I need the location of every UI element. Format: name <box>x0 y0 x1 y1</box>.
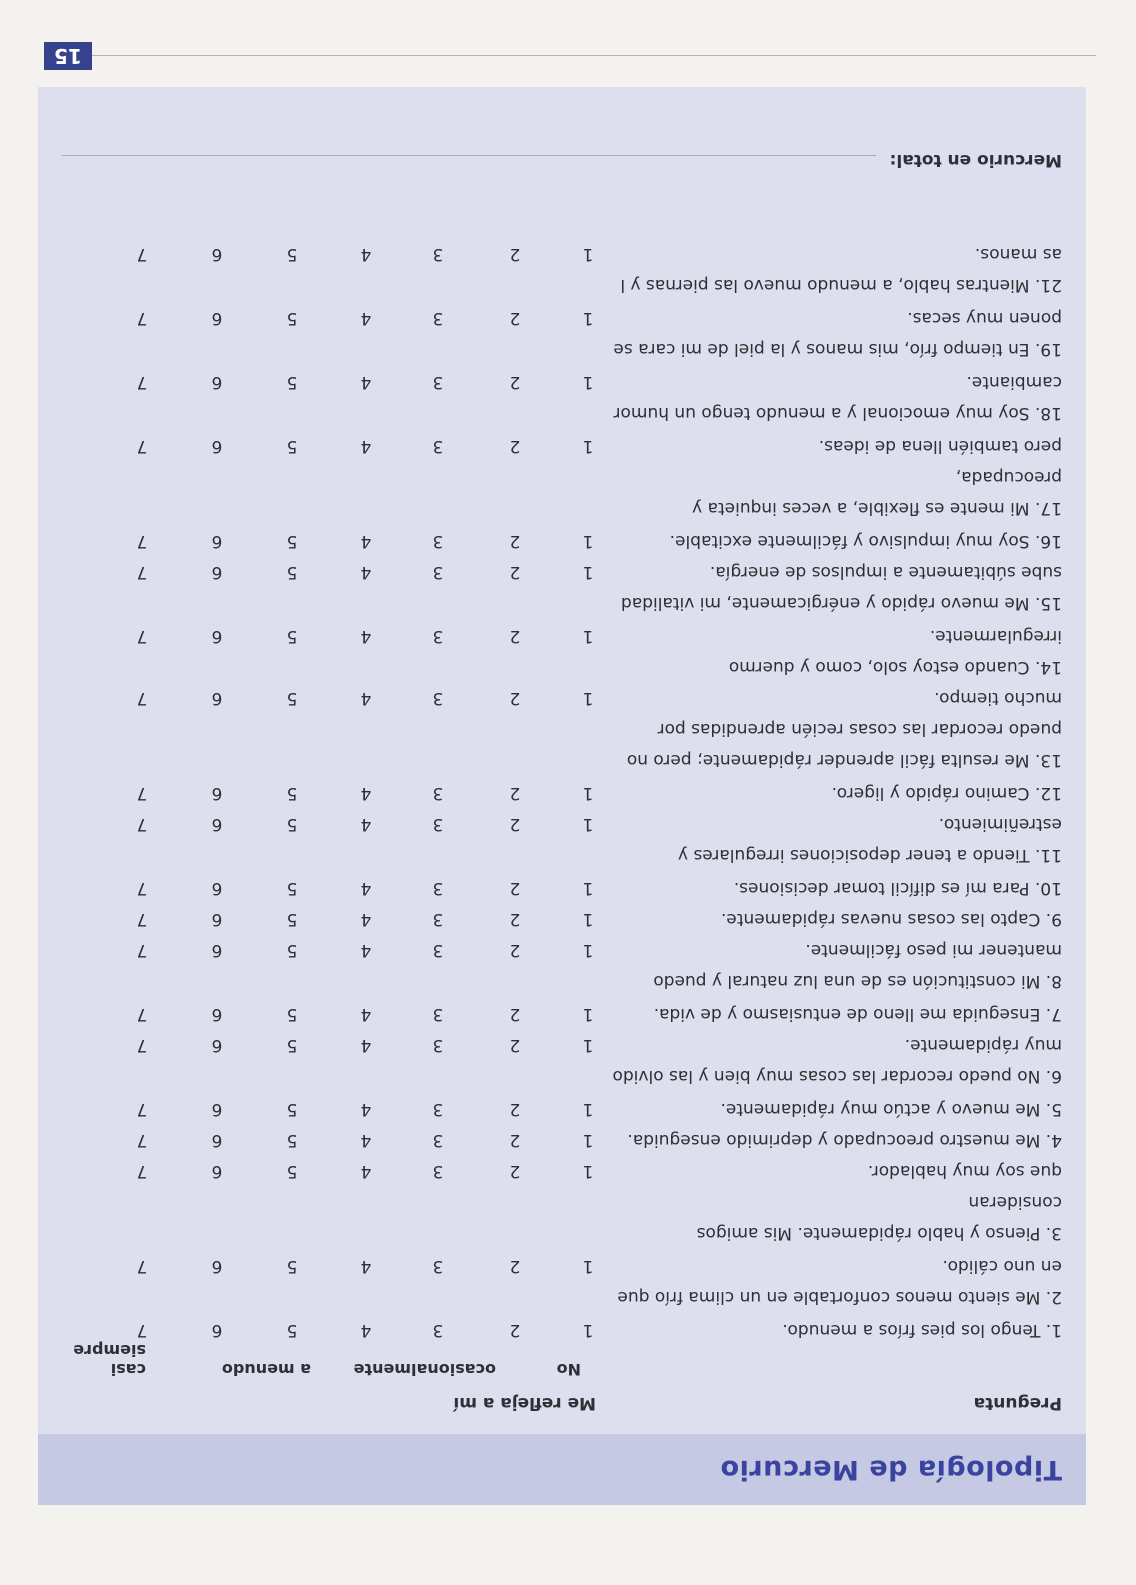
question-line: 2. Me siento menos confortable en un clima frío que <box>617 1287 1062 1307</box>
question-line: 16. Soy muy impulsivo y fácilmente excitable. <box>669 531 1062 551</box>
rating-option-6[interactable]: 6 <box>211 1161 223 1181</box>
total-label: Mercurio en total: <box>889 150 1062 170</box>
rating-option-1[interactable]: 1 <box>582 940 594 960</box>
rating-option-5[interactable]: 5 <box>286 244 298 264</box>
rating-option-6[interactable]: 6 <box>211 626 223 646</box>
rating-option-6[interactable]: 6 <box>211 909 223 929</box>
rating-scale <box>38 1029 598 1060</box>
question-line: 17. Mi mente es flexible, a veces inquieta y preocupada, <box>692 467 1062 518</box>
question-line: 10. Para mí es difícil tomar decisiones. <box>733 878 1062 898</box>
question-text <box>612 238 1062 300</box>
rating-option-3[interactable]: 3 <box>432 1004 444 1024</box>
rating-scale <box>38 777 598 808</box>
question-text <box>612 872 1062 903</box>
rating-option-7[interactable]: 7 <box>136 1130 148 1150</box>
rating-option-7[interactable]: 7 <box>136 436 148 456</box>
rating-scale <box>38 302 598 333</box>
question-list <box>38 238 1086 1345</box>
question-text <box>612 934 1062 996</box>
rating-option-5[interactable]: 5 <box>286 814 298 834</box>
scale-label-almost-always: casi siempre <box>73 1341 146 1379</box>
rating-option-3[interactable]: 3 <box>432 940 444 960</box>
rating-scale <box>38 682 598 713</box>
rating-option-7[interactable]: 7 <box>136 308 148 328</box>
rating-scale <box>38 1314 598 1345</box>
rating-option-7[interactable]: 7 <box>136 1035 148 1055</box>
rating-scale <box>38 525 598 556</box>
rating-option-2[interactable]: 2 <box>509 1035 521 1055</box>
rating-option-2[interactable]: 2 <box>509 244 521 264</box>
rating-option-2[interactable]: 2 <box>509 436 521 456</box>
question-line: en uno cálido. <box>942 1256 1062 1276</box>
rating-option-4[interactable]: 4 <box>360 1161 372 1181</box>
rating-option-6[interactable]: 6 <box>211 1130 223 1150</box>
rating-option-7[interactable]: 7 <box>136 1320 148 1340</box>
rating-option-2[interactable]: 2 <box>509 878 521 898</box>
question-text <box>612 1029 1062 1091</box>
rating-option-1[interactable]: 1 <box>582 1161 594 1181</box>
rating-option-2[interactable]: 2 <box>509 1004 521 1024</box>
rating-option-3[interactable]: 3 <box>432 372 444 392</box>
page-title: Tipología de Mercurio <box>720 1454 1062 1485</box>
rating-option-1[interactable]: 1 <box>582 909 594 929</box>
questionnaire-panel <box>38 87 1086 1505</box>
rating-option-2[interactable]: 2 <box>509 562 521 582</box>
question-line: puedo recordar las cosas recién aprendidas por <box>657 719 1062 739</box>
question-row <box>38 238 1086 302</box>
question-text <box>612 430 1062 523</box>
question-line: 7. Enseguida me lleno de entusiasmo y de vida. <box>653 1004 1062 1024</box>
rating-option-3[interactable]: 3 <box>432 244 444 264</box>
question-text <box>612 1250 1062 1312</box>
question-line: muy rápidamente. <box>904 1035 1062 1055</box>
rating-option-5[interactable]: 5 <box>286 688 298 708</box>
rating-option-3[interactable]: 3 <box>432 1099 444 1119</box>
question-text <box>612 998 1062 1029</box>
question-text <box>612 903 1062 934</box>
rating-option-1[interactable]: 1 <box>582 436 594 456</box>
rating-scale <box>38 238 598 269</box>
rating-scale <box>38 556 598 587</box>
rating-option-2[interactable]: 2 <box>509 940 521 960</box>
rating-option-5[interactable]: 5 <box>286 372 298 392</box>
rating-option-2[interactable]: 2 <box>509 814 521 834</box>
question-row <box>38 934 1086 998</box>
question-row <box>38 1029 1086 1093</box>
title-band <box>38 1434 1086 1505</box>
question-row <box>38 808 1086 872</box>
rating-option-5[interactable]: 5 <box>286 562 298 582</box>
question-line: 4. Me muestro preocupado y deprimido enseguida. <box>627 1130 1062 1150</box>
total-row <box>62 150 1062 180</box>
rating-option-4[interactable]: 4 <box>360 940 372 960</box>
rating-option-5[interactable]: 5 <box>286 1161 298 1181</box>
rating-option-3[interactable]: 3 <box>432 308 444 328</box>
rating-option-2[interactable]: 2 <box>509 909 521 929</box>
question-line: cambiante. <box>966 372 1062 392</box>
rating-option-6[interactable]: 6 <box>211 1256 223 1276</box>
rating-option-7[interactable]: 7 <box>136 940 148 960</box>
question-line: 12. Camino rápido y ligero. <box>831 783 1062 803</box>
rating-option-7[interactable]: 7 <box>136 244 148 264</box>
rating-option-1[interactable]: 1 <box>582 626 594 646</box>
rating-option-6[interactable]: 6 <box>211 1035 223 1055</box>
rating-option-4[interactable]: 4 <box>360 562 372 582</box>
question-line: 1. Tengo los pies fríos a menudo. <box>782 1320 1062 1340</box>
question-line: estreñimiento. <box>938 814 1062 834</box>
rating-option-5[interactable]: 5 <box>286 1099 298 1119</box>
rating-scale <box>38 934 598 965</box>
question-line: 19. En tiempo frío, mis manos y la piel de mi cara se <box>613 339 1062 359</box>
rating-option-3[interactable]: 3 <box>432 909 444 929</box>
rating-option-7[interactable]: 7 <box>136 1004 148 1024</box>
question-line: 8. Mi constitución es de una luz natural y puedo <box>653 971 1062 991</box>
question-text <box>612 302 1062 364</box>
rating-option-4[interactable]: 4 <box>360 1035 372 1055</box>
question-row <box>38 777 1086 808</box>
rating-option-7[interactable]: 7 <box>136 814 148 834</box>
question-row <box>38 903 1086 934</box>
rating-option-6[interactable]: 6 <box>211 878 223 898</box>
question-text <box>612 808 1062 870</box>
rating-option-5[interactable]: 5 <box>286 308 298 328</box>
rating-option-6[interactable]: 6 <box>211 308 223 328</box>
rating-option-6[interactable]: 6 <box>211 783 223 803</box>
rating-option-3[interactable]: 3 <box>432 562 444 582</box>
rating-option-1[interactable]: 1 <box>582 1130 594 1150</box>
rating-option-7[interactable]: 7 <box>136 562 148 582</box>
question-row <box>38 1155 1086 1250</box>
question-row <box>38 430 1086 525</box>
question-row <box>38 1093 1086 1124</box>
question-line: pero también llena de ideas. <box>818 436 1062 456</box>
rating-option-2[interactable]: 2 <box>509 372 521 392</box>
rating-option-6[interactable]: 6 <box>211 562 223 582</box>
question-line: que soy muy hablador. <box>867 1161 1062 1181</box>
rating-option-1[interactable]: 1 <box>582 1256 594 1276</box>
rating-option-4[interactable]: 4 <box>360 1320 372 1340</box>
rating-option-5[interactable]: 5 <box>286 783 298 803</box>
rating-option-5[interactable]: 5 <box>286 1130 298 1150</box>
rating-option-4[interactable]: 4 <box>360 1130 372 1150</box>
rating-option-6[interactable]: 6 <box>211 436 223 456</box>
rating-option-1[interactable]: 1 <box>582 1099 594 1119</box>
rating-option-3[interactable]: 3 <box>432 1256 444 1276</box>
question-line: 15. Me muevo rápido y enérgicamente, mi vitalidad <box>621 593 1062 613</box>
question-text <box>612 1124 1062 1155</box>
question-line: sube súbitamente a impulsos de energía. <box>709 562 1062 582</box>
rating-option-2[interactable]: 2 <box>509 1099 521 1119</box>
question-line: mucho tiempo. <box>934 688 1062 708</box>
rating-option-5[interactable]: 5 <box>286 1035 298 1055</box>
rating-option-4[interactable]: 4 <box>360 626 372 646</box>
rating-option-2[interactable]: 2 <box>509 1320 521 1340</box>
question-text <box>612 682 1062 775</box>
rating-option-5[interactable]: 5 <box>286 1320 298 1340</box>
rating-option-7[interactable]: 7 <box>136 1161 148 1181</box>
rating-option-2[interactable]: 2 <box>509 626 521 646</box>
question-row <box>38 556 1086 620</box>
question-row <box>38 366 1086 430</box>
rating-option-1[interactable]: 1 <box>582 372 594 392</box>
rating-scale <box>38 872 598 903</box>
question-column-header: Pregunta <box>973 1393 1062 1413</box>
question-text <box>612 777 1062 808</box>
rating-option-4[interactable]: 4 <box>360 688 372 708</box>
rating-option-6[interactable]: 6 <box>211 531 223 551</box>
rating-option-3[interactable]: 3 <box>432 1130 444 1150</box>
rating-option-2[interactable]: 2 <box>509 783 521 803</box>
rating-scale <box>38 1093 598 1124</box>
question-row <box>38 872 1086 903</box>
table-header <box>38 1341 1086 1419</box>
question-line: 6. No puedo recordar las cosas muy bien y las olvido <box>612 1066 1062 1086</box>
rating-option-2[interactable]: 2 <box>509 1161 521 1181</box>
rating-option-7[interactable]: 7 <box>136 372 148 392</box>
rating-option-1[interactable]: 1 <box>582 1004 594 1024</box>
rating-option-7[interactable]: 7 <box>136 1256 148 1276</box>
rating-option-4[interactable]: 4 <box>360 1004 372 1024</box>
page-number-badge: 15 <box>44 42 92 70</box>
rating-option-1[interactable]: 1 <box>582 814 594 834</box>
rating-option-1[interactable]: 1 <box>582 562 594 582</box>
rating-option-5[interactable]: 5 <box>286 1004 298 1024</box>
rating-scale <box>38 620 598 651</box>
rating-option-1[interactable]: 1 <box>582 783 594 803</box>
question-line: 18. Soy muy emocional y a menudo tengo un humor <box>613 403 1062 423</box>
rating-option-4[interactable]: 4 <box>360 1099 372 1119</box>
rating-option-4[interactable]: 4 <box>360 1256 372 1276</box>
rating-option-4[interactable]: 4 <box>360 878 372 898</box>
rating-option-4[interactable]: 4 <box>360 909 372 929</box>
question-text <box>612 525 1062 556</box>
question-row <box>38 1314 1086 1345</box>
rating-option-6[interactable]: 6 <box>211 1099 223 1119</box>
question-line: 5. Me muevo y actúo muy rápidamente. <box>720 1099 1062 1119</box>
rating-option-7[interactable]: 7 <box>136 909 148 929</box>
question-row <box>38 1250 1086 1314</box>
question-text <box>612 620 1062 682</box>
question-line: as manos. <box>974 244 1062 264</box>
rating-scale <box>38 1124 598 1155</box>
rating-option-1[interactable]: 1 <box>582 688 594 708</box>
rating-option-1[interactable]: 1 <box>582 878 594 898</box>
rating-option-1[interactable]: 1 <box>582 244 594 264</box>
question-row <box>38 1124 1086 1155</box>
rating-scale <box>38 1250 598 1281</box>
rating-option-2[interactable]: 2 <box>509 1256 521 1276</box>
question-line: 11. Tiendo a tener deposiciones irregulares y <box>677 845 1062 865</box>
question-text <box>612 366 1062 428</box>
rating-option-1[interactable]: 1 <box>582 1035 594 1055</box>
scale-label-often: a menudo <box>221 1360 311 1379</box>
rating-option-3[interactable]: 3 <box>432 783 444 803</box>
rating-option-6[interactable]: 6 <box>211 244 223 264</box>
total-fill-line[interactable] <box>62 155 876 156</box>
question-row <box>38 682 1086 777</box>
rating-scale <box>38 903 598 934</box>
rating-option-4[interactable]: 4 <box>360 531 372 551</box>
question-text <box>612 1314 1062 1345</box>
question-line: ponen muy secas. <box>907 308 1062 328</box>
rating-scale <box>38 1155 598 1186</box>
rating-scale <box>38 998 598 1029</box>
rating-option-3[interactable]: 3 <box>432 688 444 708</box>
question-line: mantener mi peso fácilmente. <box>805 940 1062 960</box>
rating-option-6[interactable]: 6 <box>211 1320 223 1340</box>
rating-scale <box>38 366 598 397</box>
question-line: 3. Pienso y hablo rápidamente. Mis amigos consideran <box>696 1192 1062 1243</box>
rating-option-1[interactable]: 1 <box>582 1320 594 1340</box>
rating-option-2[interactable]: 2 <box>509 1130 521 1150</box>
rating-option-2[interactable]: 2 <box>509 308 521 328</box>
rating-option-3[interactable]: 3 <box>432 814 444 834</box>
rating-option-3[interactable]: 3 <box>432 1035 444 1055</box>
rating-scale <box>38 808 598 839</box>
rating-option-4[interactable]: 4 <box>360 436 372 456</box>
question-line: 21. Mientras hablo, a menudo muevo las piernas y l <box>620 275 1062 295</box>
question-row <box>38 302 1086 366</box>
rating-option-7[interactable]: 7 <box>136 1099 148 1119</box>
rating-option-6[interactable]: 6 <box>211 1004 223 1024</box>
rating-option-6[interactable]: 6 <box>211 814 223 834</box>
rating-option-6[interactable]: 6 <box>211 688 223 708</box>
rating-option-5[interactable]: 5 <box>286 531 298 551</box>
rating-option-3[interactable]: 3 <box>432 531 444 551</box>
bottom-rule <box>50 55 1096 56</box>
rating-option-4[interactable]: 4 <box>360 244 372 264</box>
rating-option-3[interactable]: 3 <box>432 436 444 456</box>
rating-option-7[interactable]: 7 <box>136 688 148 708</box>
rating-option-1[interactable]: 1 <box>582 531 594 551</box>
question-line: 14. Cuando estoy solo, como y duermo irregularmente. <box>728 626 1062 677</box>
rating-option-6[interactable]: 6 <box>211 940 223 960</box>
rating-option-4[interactable]: 4 <box>360 783 372 803</box>
reflect-column-header: Me refleja a mí <box>453 1393 596 1413</box>
rating-option-5[interactable]: 5 <box>286 878 298 898</box>
rating-option-3[interactable]: 3 <box>432 1320 444 1340</box>
scale-label-no: No <box>556 1360 581 1379</box>
rating-scale <box>38 430 598 461</box>
rating-option-7[interactable]: 7 <box>136 531 148 551</box>
question-line: 9. Capto las cosas nuevas rápidamente. <box>720 909 1062 929</box>
rating-option-3[interactable]: 3 <box>432 878 444 898</box>
question-text <box>612 1093 1062 1124</box>
rating-option-5[interactable]: 5 <box>286 436 298 456</box>
question-row <box>38 998 1086 1029</box>
rating-option-7[interactable]: 7 <box>136 783 148 803</box>
question-text <box>612 556 1062 618</box>
rating-option-4[interactable]: 4 <box>360 372 372 392</box>
question-text <box>612 1155 1062 1248</box>
question-row <box>38 620 1086 682</box>
rating-option-7[interactable]: 7 <box>136 626 148 646</box>
rating-option-3[interactable]: 3 <box>432 1161 444 1181</box>
rating-option-4[interactable]: 4 <box>360 308 372 328</box>
rating-option-5[interactable]: 5 <box>286 909 298 929</box>
rating-option-7[interactable]: 7 <box>136 878 148 898</box>
question-line: 13. Me resulta fácil aprender rápidamente; pero no <box>626 750 1062 770</box>
rating-option-5[interactable]: 5 <box>286 940 298 960</box>
rating-option-5[interactable]: 5 <box>286 1256 298 1276</box>
rating-option-2[interactable]: 2 <box>509 688 521 708</box>
rating-option-5[interactable]: 5 <box>286 626 298 646</box>
rating-option-1[interactable]: 1 <box>582 308 594 328</box>
question-row <box>38 525 1086 556</box>
rating-option-3[interactable]: 3 <box>432 626 444 646</box>
rating-option-2[interactable]: 2 <box>509 531 521 551</box>
scale-label-occasionally: ocasionalmente <box>353 1360 496 1379</box>
rating-option-4[interactable]: 4 <box>360 814 372 834</box>
rating-option-6[interactable]: 6 <box>211 372 223 392</box>
